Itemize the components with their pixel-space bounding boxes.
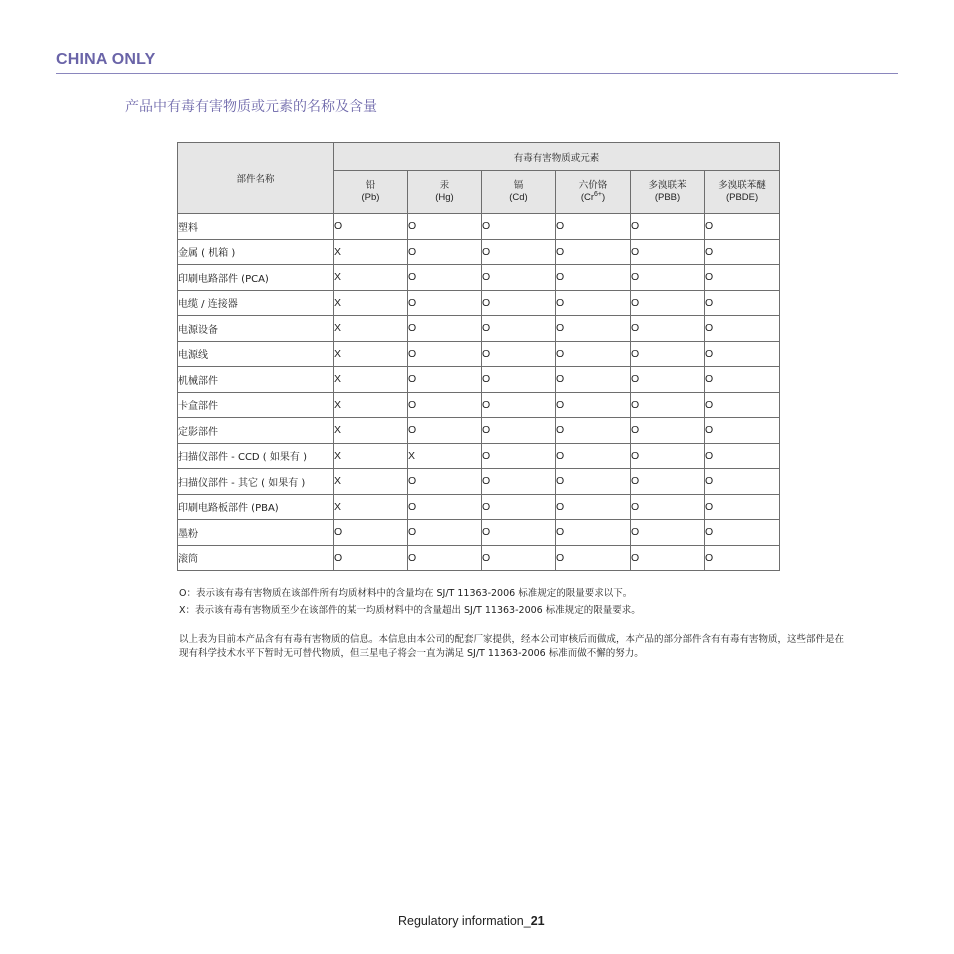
part-name-cell: 机械部件 <box>178 367 334 393</box>
legend-x-note: X：表示该有毒有害物质至少在该部件的某一均质材料中的含量超出 SJ/T 11363-2006 标准规定的限量要求。 <box>179 605 641 616</box>
substance-status-cell: O <box>705 392 780 418</box>
substance-status-cell: O <box>556 290 631 316</box>
substance-status-cell: O <box>482 392 556 418</box>
substance-status-cell: O <box>631 418 705 444</box>
substance-status-cell: O <box>556 545 631 571</box>
substance-status-cell: O <box>705 418 780 444</box>
substance-status-cell: O <box>631 367 705 393</box>
substance-status-cell: O <box>556 418 631 444</box>
substance-name: 铅 <box>365 180 376 191</box>
substance-status-cell: O <box>482 469 556 495</box>
substance-status-cell: O <box>631 443 705 469</box>
part-name-cell: 印刷电路板部件 (PBA) <box>178 494 334 520</box>
substance-status-cell: O <box>631 341 705 367</box>
substance-status-cell: X <box>334 367 408 393</box>
substance-status-cell: O <box>631 520 705 546</box>
substance-status-cell: O <box>408 545 482 571</box>
substance-status-cell: O <box>482 520 556 546</box>
table-title: 产品中有毒有害物质或元素的名称及含量 <box>125 99 377 115</box>
substance-status-cell: O <box>631 494 705 520</box>
substance-status-cell: O <box>631 239 705 265</box>
disclosure-statement: 以上表为目前本产品含有有毒有害物质的信息。本信息由本公司的配套厂家提供，经本公司审核后而做成，本产品的部分部件含有有毒有害物质，这些部件是在现有科学技术水平下暂时无可替代物质，但三星电子将会一直为满足 SJ/T 11363-2006 标准而做不懈的努力。 <box>179 634 845 659</box>
substance-status-cell: X <box>408 443 482 469</box>
substance-status-cell: O <box>408 367 482 393</box>
substance-status-cell: O <box>482 290 556 316</box>
substance-status-cell: O <box>556 392 631 418</box>
substance-status-cell: O <box>705 367 780 393</box>
substance-status-cell: O <box>705 341 780 367</box>
table-row <box>178 494 780 520</box>
substance-status-cell: O <box>408 239 482 265</box>
part-name-cell: 扫描仪部件 - CCD ( 如果有 ) <box>178 443 334 469</box>
substance-symbol-text: (PBDE) <box>725 192 759 203</box>
substance-status-cell: O <box>705 265 780 291</box>
substance-symbol-text: (PBB) <box>654 192 681 203</box>
substance-status-cell: O <box>408 341 482 367</box>
substance-header <box>408 171 482 214</box>
substance-status-cell: O <box>334 520 408 546</box>
substance-status-cell: O <box>631 316 705 342</box>
legend-o-note: O：表示该有毒有害物质在该部件所有均质材料中的含量均在 SJ/T 11363-2006 标准规定的限量要求以下。 <box>179 588 633 599</box>
substance-status-cell: O <box>408 494 482 520</box>
substance-status-cell: O <box>556 265 631 291</box>
footer-label: Regulatory information_ <box>398 914 531 928</box>
substance-status-cell: X <box>334 290 408 316</box>
table-row <box>178 239 780 265</box>
substance-status-cell: O <box>631 392 705 418</box>
substance-symbol-close: ) <box>602 192 606 203</box>
substance-status-cell: O <box>631 265 705 291</box>
part-name-cell: 电缆 / 连接器 <box>178 290 334 316</box>
table-row <box>178 469 780 495</box>
substance-status-cell: X <box>334 265 408 291</box>
substance-status-cell: O <box>556 367 631 393</box>
substance-status-cell: O <box>705 469 780 495</box>
substance-status-cell: O <box>705 316 780 342</box>
substance-symbol <box>334 192 407 204</box>
substance-name: 多溴联苯醚 <box>718 180 766 191</box>
substance-status-cell: O <box>556 494 631 520</box>
substance-status-cell: X <box>334 392 408 418</box>
substance-header <box>334 171 408 214</box>
substances-group-header: 有毒有害物质或元素 <box>334 143 780 171</box>
table-row <box>178 443 780 469</box>
part-name-cell: 扫描仪部件 - 其它 ( 如果有 ) <box>178 469 334 495</box>
substance-status-cell: O <box>556 443 631 469</box>
substance-status-cell: O <box>482 494 556 520</box>
substance-status-cell: O <box>556 520 631 546</box>
part-name-header: 部件名称 <box>178 143 334 214</box>
substance-status-cell: O <box>705 443 780 469</box>
substance-status-cell: X <box>334 418 408 444</box>
substance-status-cell: O <box>408 392 482 418</box>
substance-status-cell: O <box>408 520 482 546</box>
substance-status-cell: O <box>705 545 780 571</box>
part-name-cell: 金属 ( 机箱 ) <box>178 239 334 265</box>
substance-status-cell: O <box>556 239 631 265</box>
table-row <box>178 214 780 240</box>
substance-status-cell: X <box>334 494 408 520</box>
table-row <box>178 545 780 571</box>
substance-status-cell: X <box>334 316 408 342</box>
substance-status-cell: O <box>482 545 556 571</box>
substance-status-cell: O <box>408 214 482 240</box>
page-number: 21 <box>530 914 545 928</box>
heading-divider <box>56 73 898 74</box>
part-name-cell: 电源设备 <box>178 316 334 342</box>
substance-status-cell: O <box>408 290 482 316</box>
substance-status-cell: O <box>482 214 556 240</box>
hazardous-substances-table <box>177 142 780 571</box>
part-name-cell: 滚筒 <box>178 545 334 571</box>
substance-symbol <box>705 192 779 204</box>
substance-symbol-text: (Cd) <box>509 192 528 203</box>
substance-symbol-text: (Hg) <box>435 192 454 203</box>
substance-status-cell: O <box>631 214 705 240</box>
substance-name: 汞 <box>439 180 450 191</box>
substance-status-cell: O <box>482 341 556 367</box>
substance-name: 六价铬 <box>578 180 608 191</box>
substance-status-cell: O <box>408 469 482 495</box>
page-footer <box>398 914 545 928</box>
substance-symbol-text: (Cr <box>580 192 595 203</box>
table-row <box>178 265 780 291</box>
substance-symbol <box>482 192 555 204</box>
part-name-cell: 墨粉 <box>178 520 334 546</box>
table-row <box>178 341 780 367</box>
substance-header <box>631 171 705 214</box>
substance-header <box>482 171 556 214</box>
substance-status-cell: X <box>334 239 408 265</box>
table-row <box>178 316 780 342</box>
substance-status-cell: O <box>482 265 556 291</box>
substance-status-cell: X <box>334 469 408 495</box>
substance-status-cell: O <box>482 367 556 393</box>
substance-status-cell: O <box>556 341 631 367</box>
substance-symbol <box>556 192 630 204</box>
substance-status-cell: O <box>482 316 556 342</box>
substance-status-cell: O <box>482 443 556 469</box>
substance-name: 多溴联苯 <box>648 180 687 191</box>
substance-header <box>705 171 780 214</box>
part-name-cell: 电源线 <box>178 341 334 367</box>
table-row <box>178 290 780 316</box>
substance-status-cell: O <box>482 239 556 265</box>
substance-status-cell: O <box>705 214 780 240</box>
part-name-cell: 定影部件 <box>178 418 334 444</box>
substance-symbol <box>408 192 481 204</box>
table-row <box>178 418 780 444</box>
table-row <box>178 392 780 418</box>
section-heading: CHINA ONLY <box>56 51 156 68</box>
substance-status-cell: O <box>408 265 482 291</box>
substance-status-cell: O <box>556 214 631 240</box>
substance-status-cell: O <box>556 469 631 495</box>
table-row <box>178 520 780 546</box>
substance-status-cell: O <box>408 316 482 342</box>
substance-symbol-superscript: 6+ <box>594 190 602 198</box>
substance-status-cell: O <box>334 545 408 571</box>
substance-status-cell: O <box>705 239 780 265</box>
substance-status-cell: O <box>556 316 631 342</box>
table-row <box>178 367 780 393</box>
substance-status-cell: O <box>705 494 780 520</box>
substance-status-cell: O <box>705 520 780 546</box>
substance-status-cell: X <box>334 443 408 469</box>
substance-status-cell: O <box>482 418 556 444</box>
part-name-cell: 卡盒部件 <box>178 392 334 418</box>
substance-name: 镉 <box>513 180 524 191</box>
substance-status-cell: O <box>631 290 705 316</box>
substance-status-cell: O <box>705 290 780 316</box>
part-name-cell: 印刷电路部件 (PCA) <box>178 265 334 291</box>
substance-symbol-text: (Pb) <box>361 192 380 203</box>
substance-status-cell: O <box>631 545 705 571</box>
substance-status-cell: O <box>631 469 705 495</box>
part-name-cell: 塑料 <box>178 214 334 240</box>
substance-symbol <box>631 192 704 204</box>
substance-status-cell: O <box>334 214 408 240</box>
substance-status-cell: X <box>334 341 408 367</box>
substance-status-cell: O <box>408 418 482 444</box>
substance-header <box>556 171 631 214</box>
